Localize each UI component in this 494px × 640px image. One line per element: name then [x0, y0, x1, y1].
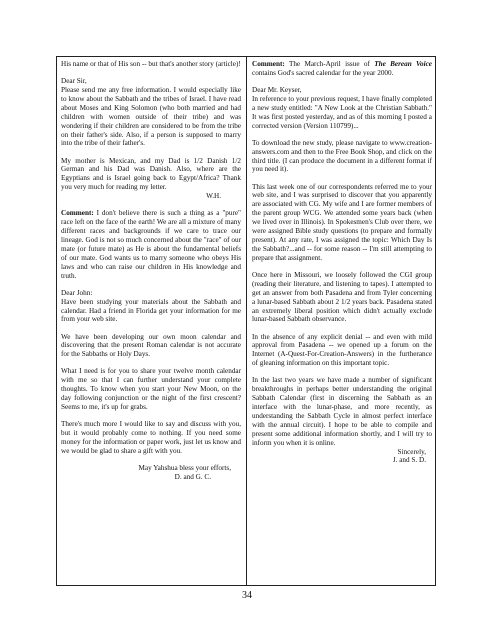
letter3-paragraph-1: In reference to your previous request, I have finally completed a new study entitled: "A New Look at the Christian Sabbath." It was first posted yesterday, and as of this morning I posted a corrected version (Version 110799)...: [252, 94, 432, 130]
letter1-signature: W.H.: [206, 192, 221, 201]
letter2-greeting: Dear John:: [61, 288, 93, 297]
letter1-paragraph-2: My mother is Mexican, and my Dad is 1/2 Danish 1/2 German and his Dad was Danish. Also, where are the Egyptians and is Israel going back to Egypt/Africa? Thank you very much for reading my letter.: [61, 156, 241, 192]
letter3-greeting: Dear Mr. Keyser,: [252, 86, 302, 94]
intro-paragraph: His name or that of His son -- but that's another story (article)!: [61, 60, 241, 68]
column-divider: [246, 57, 247, 585]
letter3-paragraph-5: In the absence of any explicit denial -- and even with mild approval from Pasadena -- we opened up a forum on the Internet (A-Quest-For-Creation-Answers) in the furtherance of gleaning information on this important topic.: [252, 332, 432, 368]
letter2-paragraph-1: Have been studying your materials about the Sabbath and calendar. Had a friend in Florida get your information for me from your web site.: [61, 297, 241, 324]
comment2-text-pre: The March-April issue of: [284, 60, 375, 68]
comment1-paragraph: [61, 209, 241, 280]
right-column: [252, 60, 432, 465]
comment2-label: Comment:: [252, 60, 285, 68]
comment1-text: I don't believe there is such a thing as a "pure" race left on the face of the earth! We are all a mixture of many different races and backgrounds if we care to trace our lineage. God is not so much concerned about the "race" of our mate (or future mate) as He is about the fundamental beliefs of our mate. God wants us to marry someone who obeys His laws and who can raise our children in His knowledge and truth.: [61, 209, 241, 280]
letter3-paragraph-2: To download the new study, please navigate to www.creation-answers.com and then to the Free Book Shop, and click on the third title. (I can produce the document in a different format if you need it).: [252, 138, 432, 174]
comment2-paragraph: [252, 60, 432, 78]
letter1-paragraph-1: Please send me any free information. I would especially like to know about the Sabbath and the tribes of Israel. I have read about Moses and King Solomon (who both married and had children with women outside of their tribe) and was wondering if their children are considered to be from the tribe on their father's side. Also, if a person is supposed to marry into the tribe of their father's.: [61, 86, 241, 148]
letter3-signature-line-2: J. and S. D.: [392, 456, 426, 465]
letter3-paragraph-4: Once here in Missouri, we loosely followed the CGI group (reading their literature, and listening to tapes). I attempted to get an answer from both Pasadena and from Tyler concerning a lunar-based Sabbath about 2 1/2 years back. Pasadena stated an extremely liberal position which didn't actually exclude lunar-based Sabbath observance.: [252, 270, 432, 324]
letter2-paragraph-2: We have been developing our own moon calendar and discovering that the present Roman calendar is not accurate for the Sabbaths or Holy Days.: [61, 332, 241, 359]
letter1-greeting: Dear Sir,: [61, 77, 87, 86]
page-number: 34: [242, 590, 252, 601]
letter3-signature-line-1: Sincerely,: [397, 447, 426, 456]
letter2-paragraph-4: There's much more I would like to say and discuss with you, but it would probably come to nothing. If you need some money for the information or paper work, just let us know and we would be glad to share a gift with you.: [61, 420, 241, 455]
letter3-paragraph-6: In the last two years we have made a number of significant breakthroughs in perhaps better understanding the original Sabbath Calendar (first in discerning the Sabbath as an interface with the lunar-phase, and more recently, as understanding the Sabbath Cycle in almost perfect interface with the annual circuit). I hope to be able to compile and present some additional information shortly, and I will try to inform you when it is online.: [252, 376, 432, 447]
left-column: [61, 60, 241, 482]
comment2-text-post: contains God's sacred calendar for the year 2000.: [252, 68, 394, 77]
page-frame: [56, 56, 436, 586]
letter2-paragraph-3: What I need is for you to share your twelve month calendar with me so that I can further understand your complete thoughts. To know when you start your New Moon, on the day following conjunction or the night of the first crescent? Seems to me, it's up for grabs.: [61, 367, 241, 412]
letter3-paragraph-3: This last week one of our correspondents referred me to your web site, and I was surprised to discover that you apparently are associated with CG. My wife and I are former members of the parent group WCG. We attended some years back (when we lived over in Illinois). In Spokesmen's Club over there, we were assigned Bible study questions (to prepare and formally present). At any rate, I was assigned the topic: Which Day Is the Sabbath?...and -- for some reason -- I'm still attempting to prepare that assignment.: [252, 182, 432, 262]
letter2-signature-line-2: D. and G. C.: [174, 472, 211, 481]
comment1-label: Comment:: [61, 209, 94, 218]
comment2-publication-title: The Berean Voice: [374, 60, 433, 68]
letter2-signature-line-1: May Yahshua bless your efforts,: [138, 463, 231, 472]
